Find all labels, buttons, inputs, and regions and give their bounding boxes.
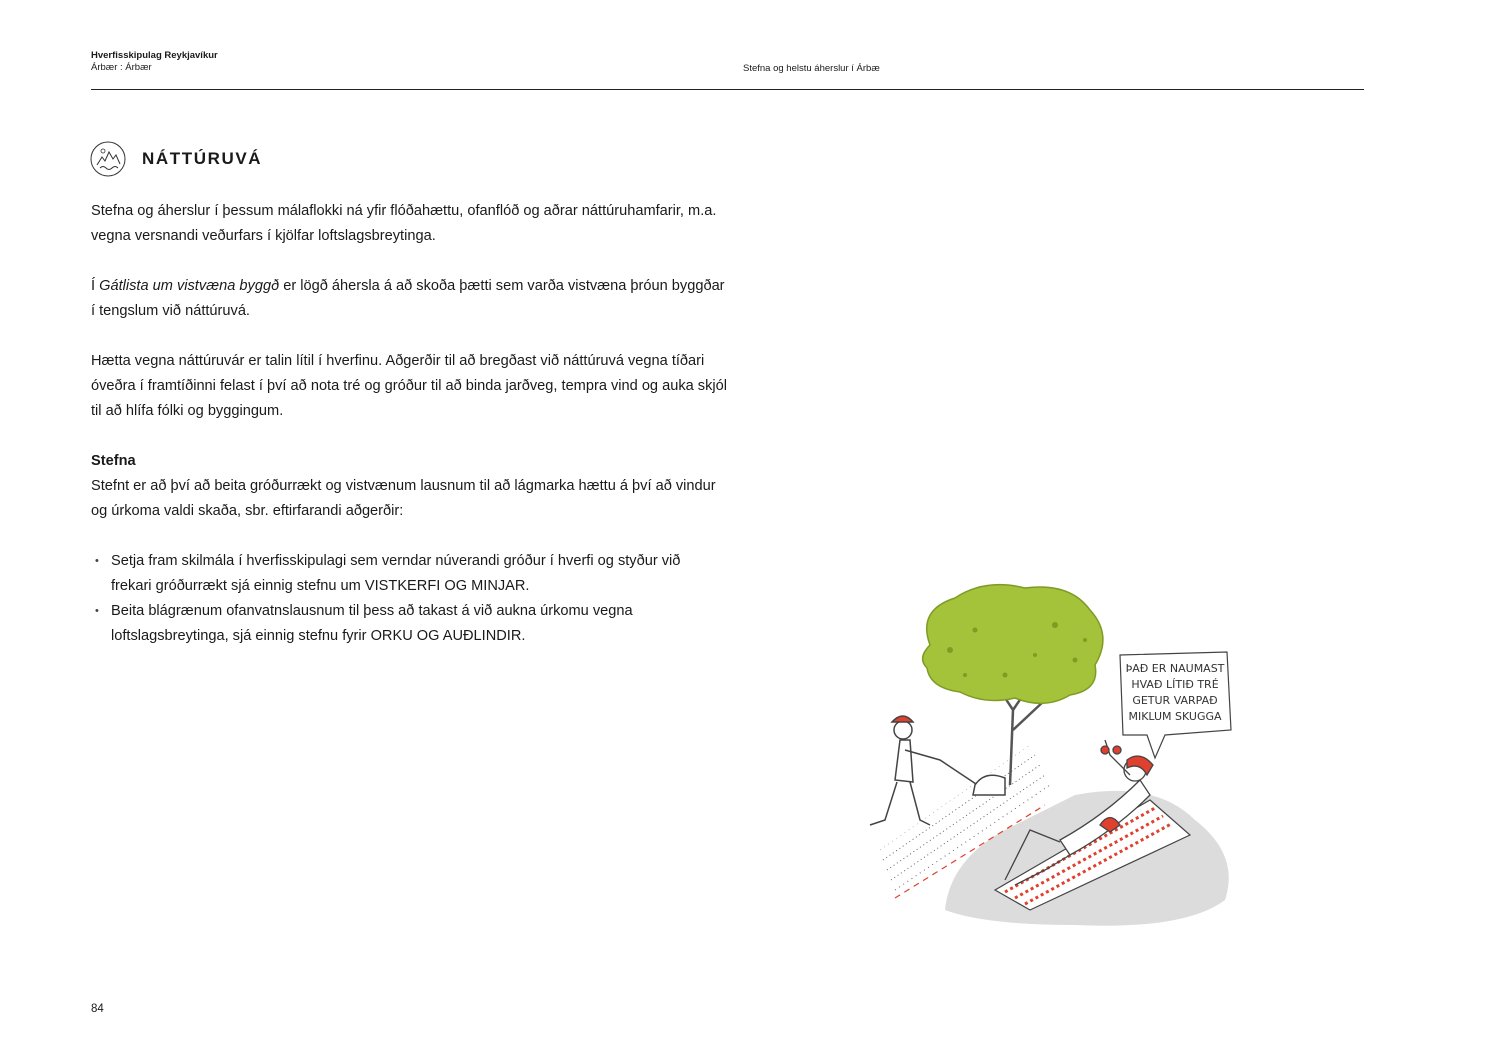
checklist-title: Gátlista um vistvæna byggð [99,278,280,294]
policy-text: Stefnt er að því að beita gróðurrækt og vistvænum lausnum til að lágmarka hættu á því að vindur og úrkoma valdi skaða, sbr. eftirfarandi aðgerðir: [91,478,716,519]
intro-paragraph [91,199,731,249]
natural-hazard-icon [90,141,126,177]
checklist-prefix: Í [91,278,100,294]
speech-line: ÞAÐ ER NAUMAST [1125,662,1225,675]
header-subtitle: Árbær : Árbær [91,62,152,73]
page-number: 84 [91,1003,104,1015]
speech-line: HVAÐ LÍTIÐ TRÉ [1131,678,1219,691]
speech-line: MIKLUM SKUGGA [1128,710,1222,723]
tree-shade-illustration [855,580,1255,940]
header-divider [91,89,1364,90]
gardener-figure [870,716,1005,825]
list-item: • Beita blágrænum ofanvatnslausnum til þess að takast á við aukna úrkomu vegna loftslagsbreytinga, sjá einnig stefnu fyrir ORKU OG AUÐLINDIR. [91,599,711,649]
header-section-label: Stefna og helstu áherslur í Árbæ [743,63,880,74]
list-item: • Setja fram skilmála í hverfisskipulagi sem verndar núverandi gróður í hverfi og styður við frekari gróðurrækt sjá einnig stefnu um VISTKERFI OG MINJAR. [91,549,711,599]
header-title: Hverfisskipulag Reykjavíkur [91,50,218,61]
action-list [91,549,711,649]
checklist-paragraph [91,274,731,324]
policy-block [91,449,731,524]
section-title: NÁTTÚRUVÁ [142,149,263,168]
checklist-text: er lögð áhersla á að skoða þætti sem varða vistvæna þróun byggðar í tengslum við náttúruvá. [91,278,725,319]
policy-heading: Stefna [91,453,136,469]
tree-foliage [923,585,1103,704]
speech-line: GETUR VARPAÐ [1132,694,1218,707]
intro-text: Stefna og áherslur í þessum málaflokki ná yfir flóðahættu, ofanflóð og aðrar náttúruhamfarir, m.a. vegna versnandi veðurfars í kjölfar loftslagsbreytinga. [91,203,717,244]
hazard-paragraph [91,349,731,424]
document-header [91,50,218,74]
hazard-text: Hætta vegna náttúruvár er talin lítil í hverfinu. Aðgerðir til að bregðast við náttúruvá vegna tíðari óveðra í framtíðinni felast í því að nota tré og gróður til að binda jarðveg, tempra vind og auka skjól til að hlífa fólki og byggingum. [91,353,727,419]
